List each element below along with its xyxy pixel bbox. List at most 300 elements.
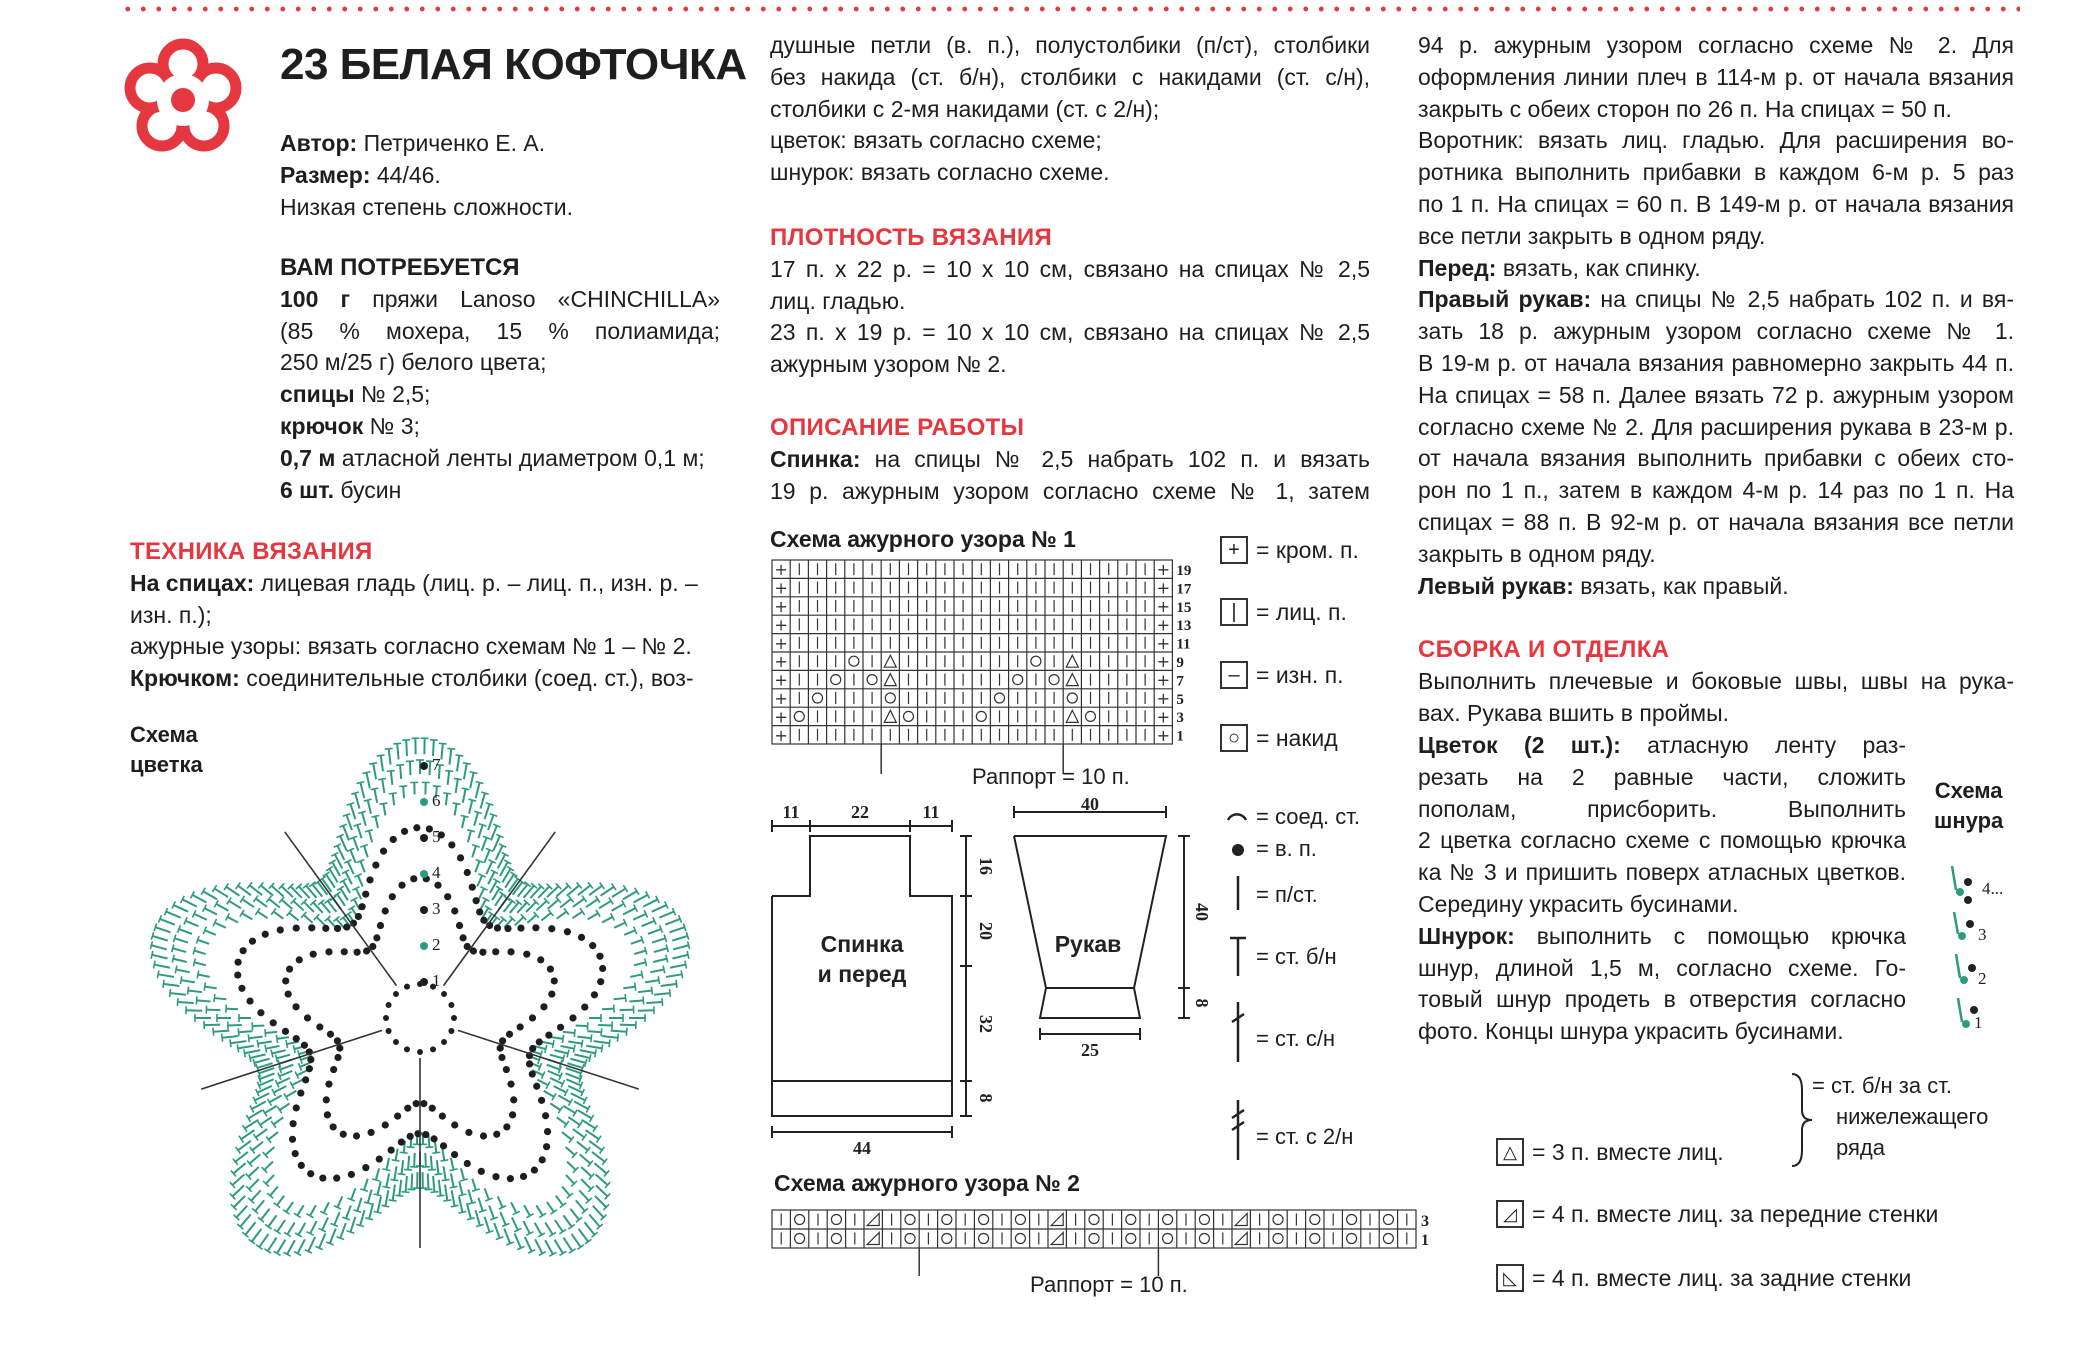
crochet-stitch-mark: [293, 901, 303, 911]
crochet-stitch-mark: [356, 1224, 364, 1226]
crochet-stitch-mark: [186, 1010, 202, 1011]
scheme1-row-number: 13: [1176, 618, 1192, 635]
chain-dot: [504, 925, 511, 932]
crochet-stitch-mark: [286, 1091, 296, 1097]
crochet-stitch-mark: [442, 1149, 444, 1161]
chain-dot: [292, 1150, 299, 1157]
legend-nakid: ○ = накид: [1220, 724, 1338, 752]
crochet-stitch-mark: [268, 1215, 276, 1226]
crochet-stitch-mark: [256, 899, 267, 907]
crochet-stitch-mark: [308, 1237, 315, 1251]
crochet-stitch-mark: [594, 1041, 610, 1043]
chain-dot: [547, 965, 554, 972]
chain-dot: [240, 947, 247, 954]
assembly-heading: СБОРКА И ОТДЕЛКА: [1418, 636, 1670, 663]
crochet-stitch-mark: [476, 1224, 484, 1226]
crochet-stitch-mark: [562, 1055, 564, 1063]
crochet-stitch-mark: [369, 763, 377, 764]
dim-top-right: 11: [922, 802, 940, 822]
crochet-stitch-mark: [545, 1045, 547, 1053]
crochet-stitch-mark: [474, 811, 482, 813]
crochet-stitch-mark: [555, 1220, 563, 1232]
chain-dot: [451, 1151, 458, 1158]
yarn-over-mark: [942, 1215, 952, 1225]
legend-stbn: = ст. б/н: [1256, 944, 1337, 969]
crochet-stitch-mark: [638, 991, 652, 993]
crochet-stitch-mark: [324, 1202, 329, 1213]
crochet-stitch-mark: [357, 825, 361, 838]
crochet-stitch-mark: [192, 895, 206, 903]
crochet-stitch-mark: [630, 975, 642, 977]
technique-heading: ТЕХНИКА ВЯЗАНИЯ: [130, 538, 373, 565]
decrease-mark: [1051, 1214, 1063, 1226]
size: 44/46.: [376, 161, 441, 188]
crochet-stitch-mark: [488, 815, 493, 830]
crochet-stitch-mark: [155, 927, 170, 932]
crochet-stitch-mark: [629, 1000, 643, 1001]
crochet-stitch-mark: [182, 899, 196, 906]
chain-dot: [479, 949, 486, 956]
yarn-over-mark: [849, 656, 859, 666]
yarn-over-mark: [1086, 711, 1096, 721]
crochet-stitch-mark: [172, 955, 174, 963]
chain-dot: [581, 1003, 588, 1010]
crochet-stitch-mark: [347, 815, 352, 830]
crochet-stitch-mark: [663, 966, 665, 974]
crochet-stitch-mark: [595, 1049, 597, 1057]
crochet-stitch-mark: [381, 1205, 389, 1206]
back-label-1: Спинка: [820, 931, 904, 957]
work-section: ОПИСАНИЕ РАБОТЫ Спинка: на спицы № 2,5 набрать 102 п. и вязать 19 р. ажурным узором согласно схеме № 1, затем: [770, 414, 1370, 504]
chain-dot: [478, 1168, 485, 1175]
crochet-stitch-mark: [257, 1040, 258, 1048]
edge-stitch: +: [774, 707, 788, 727]
edge-stitch: +: [774, 615, 788, 635]
materials-heading: ВАМ ПОТРЕБУЕТСЯ: [280, 254, 520, 281]
crochet-stitch-mark: [181, 980, 195, 982]
round-number: 5: [432, 827, 441, 846]
crochet-stitch-mark: [194, 914, 207, 920]
crochet-stitch-mark: [666, 955, 668, 963]
crochet-stitch-mark: [235, 1152, 248, 1162]
chain-dot: [539, 1156, 546, 1163]
chain-dot: [341, 948, 348, 955]
crochet-stitch-mark: [151, 951, 153, 959]
chain-dot: [596, 953, 603, 960]
crochet-stitch-mark: [252, 1142, 263, 1151]
chain-dot: [373, 934, 380, 941]
edge-stitch: +: [774, 689, 788, 708]
chain-dot: [367, 1129, 374, 1136]
crochet-stitch-mark: [371, 788, 379, 790]
crochet-stitch-mark: [586, 899, 598, 907]
round-start-dot: [420, 906, 428, 914]
crochet-stitch-mark: [681, 970, 682, 978]
crochet-stitch-mark: [163, 980, 164, 988]
materials-line: крючок № 3;: [280, 412, 420, 439]
crochet-stitch-mark: [428, 1169, 436, 1170]
crochet-stitch-mark: [240, 1215, 250, 1227]
crochet-stitch-mark: [378, 1181, 381, 1195]
dim-v-16: 16: [976, 857, 996, 875]
crochet-stitch-mark: [574, 1101, 588, 1109]
crochet-stitch-mark: [430, 1192, 438, 1193]
crochet-stitch-mark: [340, 836, 346, 851]
crochet-stitch-mark: [485, 804, 490, 819]
crochet-stitch-mark: [213, 1031, 229, 1032]
crochet-stitch-mark: [433, 740, 434, 756]
decrease-mark: [884, 710, 896, 722]
crochet-stitch-mark: [450, 1169, 458, 1171]
crochet-stitch-mark: [476, 782, 484, 784]
crochet-stitch-mark: [535, 1223, 542, 1235]
crochet-stitch-mark: [452, 1190, 455, 1206]
crochet-stitch-mark: [249, 1179, 259, 1189]
chain-dot: [578, 934, 585, 941]
edge-stitch: +: [774, 560, 788, 580]
materials-line: спицы № 2,5;: [280, 381, 431, 408]
crochet-stitch-mark: [585, 1222, 595, 1234]
dim-top-left: 11: [782, 802, 800, 822]
crochet-stitch-mark: [204, 1025, 220, 1026]
decrease-mark: [1066, 674, 1078, 686]
crochet-stitch-mark: [178, 1002, 194, 1003]
scheme1-row-number: 5: [1176, 691, 1184, 708]
flower-crochet-chart: [120, 718, 720, 1318]
crochet-stitch-mark: [364, 799, 372, 801]
crochet-stitch-mark: [577, 1037, 591, 1039]
crochet-stitch-mark: [251, 1190, 261, 1200]
crochet-stitch-mark: [493, 836, 499, 851]
crochet-stitch-mark: [544, 1091, 554, 1097]
crochet-stitch-mark: [581, 1040, 582, 1048]
chain-dot: [494, 924, 501, 931]
crochet-stitch-mark: [355, 793, 359, 808]
crochet-stitch-mark: [442, 1179, 450, 1180]
crochet-stitch-mark: [527, 915, 536, 923]
crochet-stitch-mark: [573, 1129, 584, 1137]
crochet-stitch-mark: [650, 969, 664, 972]
crochet-stitch-mark: [441, 744, 442, 760]
chain-dot: [532, 924, 539, 931]
petal-divider-line: [201, 1030, 382, 1089]
crochet-stitch-mark: [374, 789, 377, 803]
crochet-stitch-mark: [152, 955, 168, 959]
crochet-stitch-mark: [226, 1009, 238, 1010]
chain-dot: [413, 824, 420, 831]
chain-dot: [410, 875, 417, 882]
crochet-stitch-mark: [392, 1160, 400, 1161]
crochet-stitch-mark: [579, 1229, 589, 1242]
edge-stitch: +: [774, 597, 788, 616]
chain-dot: [293, 1035, 300, 1042]
crochet-stitch-mark: [563, 1238, 572, 1251]
crochet-stitch-mark: [214, 998, 226, 999]
crochet-stitch-mark: [193, 947, 195, 955]
edge-stitch: +: [1156, 633, 1171, 653]
crochet-stitch-mark: [623, 987, 635, 989]
sleeve-label: Рукав: [1054, 931, 1122, 957]
crochet-stitch-mark: [369, 1203, 373, 1219]
crochet-stitch-mark: [248, 1110, 262, 1118]
author: Петриченко Е. А.: [363, 130, 546, 156]
crochet-stitch-mark: [593, 1206, 604, 1218]
yarn-over-mark: [1031, 656, 1041, 666]
crochet-stitch-mark: [475, 861, 479, 872]
yarn-over-mark: [1015, 1215, 1025, 1225]
crochet-stitch-mark: [585, 1059, 587, 1067]
chain-dot: [599, 965, 606, 972]
crochet-stitch-mark: [437, 1160, 439, 1174]
crochet-stitch-mark: [205, 930, 216, 935]
crochet-stitch-mark: [563, 1106, 575, 1113]
yarn-over-mark: [905, 1215, 915, 1225]
chain-dot: [523, 951, 530, 958]
crochet-stitch-mark: [601, 1028, 602, 1036]
materials-line: (85 % мохера, 15 % полиамида;: [280, 317, 720, 344]
crochet-stitch-mark: [451, 1205, 459, 1206]
garment-pattern-schematic: [760, 794, 1212, 1166]
crochet-stitch-mark: [612, 889, 626, 898]
chain-dot: [325, 948, 332, 955]
crochet-stitch-mark: [248, 1167, 258, 1177]
crochet-stitch-mark: [500, 1212, 505, 1225]
crochet-stitch-mark: [472, 846, 476, 857]
legend-krom: + = кром. п.: [1220, 536, 1359, 564]
yarn-over-mark: [1126, 1234, 1136, 1244]
crochet-stitch-mark: [633, 914, 646, 920]
crochet-stitch-mark: [233, 1163, 245, 1173]
crochet-stitch-mark: [310, 1221, 316, 1233]
crochet-stitch-mark: [586, 1046, 602, 1049]
yarn-over-mark: [1347, 1234, 1357, 1244]
crochet-stitch-mark: [666, 944, 668, 952]
crochet-stitch-mark: [252, 1229, 262, 1242]
crochet-stitch-mark: [450, 1186, 458, 1188]
chain-dot: [390, 836, 397, 843]
center-ring-dot: [386, 1002, 392, 1008]
chain-dot: [503, 1066, 510, 1073]
crochet-stitch-mark: [346, 1205, 351, 1218]
chain-dot: [507, 948, 514, 955]
chain-dot: [355, 913, 362, 920]
crochet-stitch-mark: [410, 761, 411, 775]
crochet-stitch-mark: [457, 755, 459, 771]
chain-dot: [301, 1042, 308, 1049]
crochet-stitch-mark: [259, 1234, 268, 1247]
crochet-stitch-mark: [160, 919, 175, 925]
crochet-stitch-mark: [476, 783, 480, 799]
chain-dot: [307, 1056, 314, 1063]
crochet-stitch-mark: [163, 984, 179, 986]
yarn-over-mark: [794, 711, 804, 721]
chain-dot: [285, 990, 292, 997]
crochet-stitch-mark: [652, 938, 665, 942]
crochet-stitch-mark: [568, 1041, 582, 1043]
yarn-over-mark: [1383, 1215, 1393, 1225]
crochet-stitch-mark: [338, 1196, 343, 1207]
center-ring-dot: [441, 991, 447, 997]
center-ring-dot: [393, 1039, 399, 1045]
center-ring-dot: [448, 1028, 454, 1034]
chain-dot: [376, 1155, 383, 1162]
materials-line: 6 шт. бусин: [280, 476, 402, 503]
edge-stitch: +: [774, 725, 788, 745]
crochet-stitch-mark: [524, 1205, 530, 1215]
crochet-stitch-mark: [572, 912, 582, 919]
crochet-stitch-mark: [620, 1010, 634, 1011]
sleeve-top-dim: 40: [1081, 794, 1099, 814]
crochet-stitch-mark: [286, 1202, 293, 1212]
scheme1-row-number: 11: [1176, 636, 1191, 653]
crochet-stitch-mark: [598, 1025, 612, 1026]
crochet-stitch-mark: [274, 1086, 286, 1092]
crochet-stitch-mark: [406, 1176, 407, 1192]
chain-dot: [302, 1076, 309, 1083]
crochet-stitch-mark: [351, 1188, 355, 1199]
crochet-stitch-mark: [150, 941, 152, 949]
chain-dot: [293, 924, 300, 931]
decrease-mark: [1235, 1233, 1247, 1245]
scheme1-row-number: 1: [1176, 728, 1184, 745]
crochet-stitch-mark: [238, 1046, 254, 1049]
crochet-stitch-mark: [601, 1044, 602, 1052]
crochet-stitch-mark: [576, 1026, 588, 1027]
crochet-stitch-mark: [385, 748, 393, 749]
crochet-stitch-mark: [492, 888, 499, 900]
crochet-stitch-mark: [443, 793, 451, 794]
crochet-stitch-mark: [486, 861, 492, 874]
crochet-stitch-mark: [272, 1050, 286, 1053]
crochet-stitch-mark: [565, 1073, 580, 1079]
crochet-stitch-mark: [460, 1179, 468, 1181]
crochet-stitch-mark: [270, 1186, 278, 1195]
chain-dot: [234, 971, 241, 978]
crochet-stitch-mark: [250, 1154, 261, 1163]
crochet-stitch-mark: [277, 1078, 290, 1084]
crochet-stitch-mark: [645, 947, 647, 955]
crochet-stitch-mark: [515, 917, 524, 925]
materials-line: 0,7 м атласной ленты диаметром 0,1 м;: [280, 444, 705, 471]
round-number: 4: [432, 863, 441, 882]
crochet-stitch-mark: [666, 974, 682, 977]
crochet-stitch-mark: [382, 1186, 390, 1188]
crochet-stitch-mark: [652, 905, 667, 912]
chain-dot: [398, 1138, 405, 1145]
crochet-stitch-mark: [602, 1009, 614, 1010]
chain-dot: [270, 1019, 277, 1026]
crochet-stitch-mark: [364, 846, 368, 857]
yarn-over-mark: [1273, 1234, 1283, 1244]
crochet-stitch-mark: [599, 901, 611, 908]
vertical-bar-box-icon: |: [1220, 598, 1248, 626]
yarn-over-mark: [905, 1234, 915, 1244]
crochet-stitch-mark: [414, 1153, 415, 1167]
crochet-stitch-mark: [643, 996, 644, 1004]
chain-dot: [444, 893, 451, 900]
crochet-stitch-mark: [188, 987, 189, 995]
crochet-stitch-mark: [447, 748, 455, 749]
crochet-stitch-mark: [297, 1070, 308, 1075]
crochet-stitch-mark: [485, 1188, 489, 1199]
crochet-stitch-mark: [395, 1195, 403, 1196]
crochet-stitch-mark: [399, 1180, 401, 1196]
crochet-stitch-mark: [589, 1054, 591, 1062]
crochet-stitch-mark: [366, 773, 369, 789]
size-label: Размер:: [280, 161, 371, 188]
yarn-over-mark: [979, 1215, 989, 1225]
dim-v-32: 32: [976, 1015, 996, 1033]
chain-dot: [413, 1100, 420, 1107]
yarn-over-mark: [831, 1215, 841, 1225]
crochet-stitch-mark: [429, 1135, 430, 1147]
crochet-stitch-mark: [241, 1130, 254, 1139]
crochet-stitch-mark: [362, 812, 366, 825]
crochet-stitch-mark: [250, 1054, 266, 1058]
crochet-stitch-mark: [236, 1206, 247, 1218]
crochet-stitch-mark: [433, 786, 441, 787]
legend-izn: – = изн. п.: [1220, 661, 1344, 689]
crochet-stitch-mark: [334, 1212, 339, 1225]
chain-dot: [308, 924, 315, 931]
flower-scheme-label: Схема цветка: [130, 722, 203, 777]
crochet-stitch-mark: [256, 1129, 267, 1137]
crochet-stitch-mark: [659, 912, 674, 918]
crochet-stitch-mark: [386, 1173, 389, 1187]
scheme2-row-number: 1: [1421, 1232, 1429, 1249]
crochet-stitch-mark: [394, 1166, 396, 1180]
crochet-stitch-mark: [478, 825, 482, 838]
crochet-stitch-mark: [406, 740, 407, 756]
crochet-stitch-mark: [398, 1174, 406, 1175]
crochet-stitch-mark: [634, 895, 648, 903]
round-number: 7: [432, 755, 441, 774]
chain-dot: [372, 861, 379, 868]
crochet-stitch-mark: [343, 826, 349, 841]
crochet-stitch-mark: [550, 1078, 563, 1084]
chain-dot: [448, 841, 455, 848]
crochet-stitch-mark: [403, 786, 404, 798]
dash-box-icon: –: [1220, 661, 1248, 689]
crochet-stitch-mark: [205, 987, 217, 989]
crochet-stitch-mark: [393, 743, 401, 744]
crochet-stitch-mark: [463, 763, 471, 764]
crochet-stitch-mark: [572, 1234, 581, 1247]
chain-dot: [286, 965, 293, 972]
yarn-over-mark: [1199, 1215, 1209, 1225]
crochet-stitch-mark: [468, 1202, 476, 1204]
crochet-stitch-mark: [374, 1211, 382, 1213]
center-ring-dot: [451, 1015, 457, 1021]
crochet-stitch-mark: [173, 948, 186, 952]
chain-dot: [434, 882, 441, 889]
difficulty: Низкая степень сложности.: [280, 193, 573, 220]
yarn-over-mark: [976, 711, 986, 721]
crochet-stitch-mark: [245, 1050, 261, 1053]
crochet-stitch-mark: [322, 1217, 328, 1230]
chain-dot: [430, 1135, 437, 1142]
chain-dot: [257, 1009, 264, 1016]
chain-dot: [306, 1065, 313, 1072]
chain-dot: [476, 908, 483, 915]
dim-v-8: 8: [976, 1093, 996, 1103]
chain-dot: [517, 924, 524, 931]
chain-dot: [388, 1146, 395, 1153]
crochet-stitch-mark: [672, 936, 687, 941]
center-ring-dot: [448, 1002, 454, 1008]
crochet-stitch-mark: [480, 793, 484, 808]
crochet-stitch-mark: [399, 786, 407, 787]
